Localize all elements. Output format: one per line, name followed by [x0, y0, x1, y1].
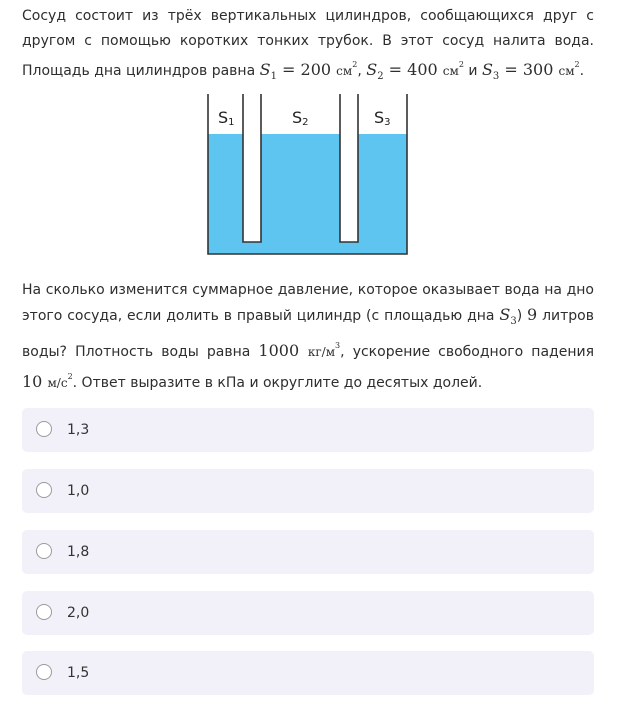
answer-option-3[interactable] [22, 530, 594, 574]
communicating-vessels-image [205, 92, 410, 258]
label-s2: S2 [292, 108, 309, 128]
formula-s3-ref: $S_3$ [499, 304, 517, 327]
formula-s3: $S_3 = 300$ $см^2$ [481, 60, 580, 83]
radio-button[interactable] [36, 482, 52, 498]
label-s3: S3 [374, 108, 391, 128]
answer-option-label: 1,5 [67, 665, 90, 681]
formula-gravity: 10 $м/с^2$ [22, 371, 73, 391]
radio-button[interactable] [36, 664, 52, 680]
answer-option-label: 2,0 [67, 605, 90, 621]
answer-option-5[interactable] [22, 651, 594, 695]
formula-density: 1000 $кг/м^3$ [258, 341, 341, 361]
answer-option-1[interactable] [22, 408, 594, 452]
radio-button[interactable] [36, 421, 52, 437]
partition-left [243, 94, 261, 242]
label-s1: S1 [218, 108, 235, 128]
answer-option-label: 1,3 [67, 422, 90, 438]
water [208, 134, 407, 254]
formula-s2: $S_2 = 400$ $см^2$ [366, 60, 464, 83]
answer-option-label: 1,8 [67, 544, 90, 560]
answer-option-2[interactable] [22, 469, 594, 513]
formula-s1: $S_1 = 200$ $см^2$ [259, 60, 358, 83]
vessel-diagram [205, 92, 410, 258]
volume-value: 9 [527, 304, 538, 324]
answer-option-label: 1,0 [67, 483, 90, 499]
problem-intro-text: Сосуд состоит из трёх вертикальных цилиндров, сообщающихся друг с другом с помощью коротких тонких трубок. В этот сосуд налита вода. Площадь дна цилиндров равна $S_1 = 200$ $см^2$, $S_2 = 400$ $см^2$ и $S_3 = 300$ $см^2$. [22, 8, 594, 83]
intro-text: Сосуд состоит из трёх вертикальных цилиндров, сообщающихся друг с другом с помощью коротких тонких трубок. В этот сосуд налита вода. Площадь дна цилиндров равна [22, 8, 594, 79]
radio-button[interactable] [36, 604, 52, 620]
partition-right [340, 94, 358, 242]
problem-question-text: На сколько изменится суммарное давление, которое оказывает вода на дно этого сосуда, если долить в правый цилиндр (с площадью дна $S_3$) 9 литров воды? Плотность воды равна 1000 $кг/м^3$, ускорение свободного падения 10 $м/с^2$. Ответ выразите в кПа и округлите до десятых долей. [22, 282, 594, 391]
answer-option-4[interactable] [22, 591, 594, 635]
radio-button[interactable] [36, 543, 52, 559]
